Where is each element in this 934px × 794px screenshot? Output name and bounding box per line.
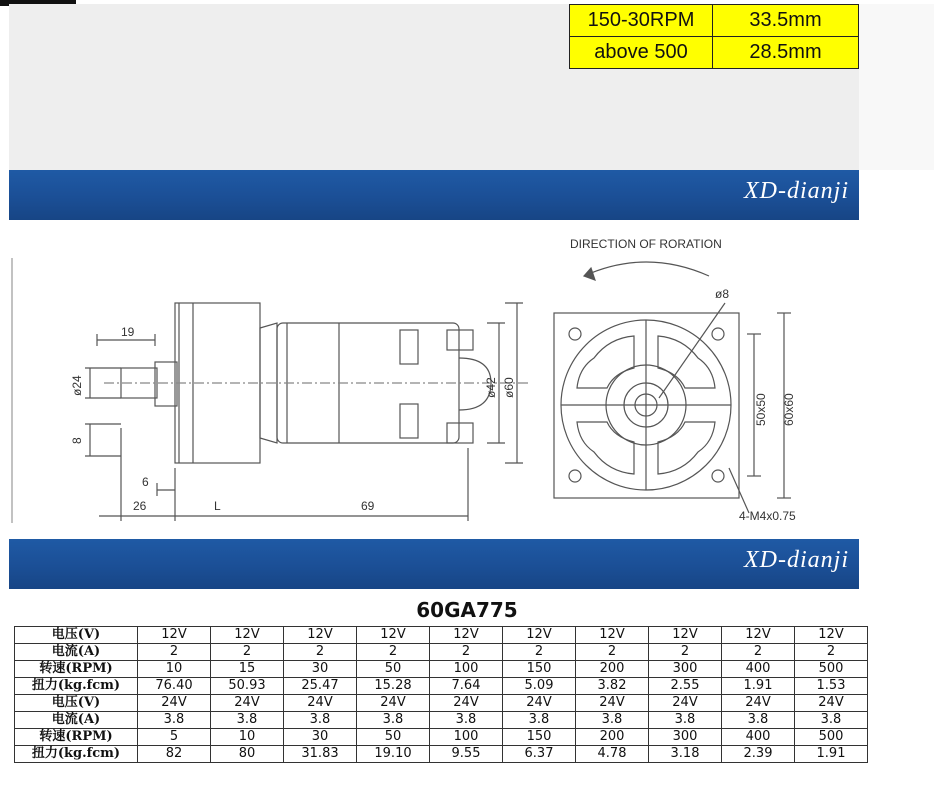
table-cell: 12V [284,627,357,644]
table-cell: 3.8 [138,712,211,729]
table-cell: 24V [649,695,722,712]
row-label: 转速(RPM) [15,661,138,678]
table-cell: 19.10 [357,746,430,763]
table-cell: 50.93 [211,678,284,695]
mount-hole [569,328,581,340]
table-cell: 12V [357,627,430,644]
table-cell: 2 [284,644,357,661]
dim-69: 69 [361,499,375,513]
dim-d8: ø8 [715,287,730,301]
table-cell: 500 [795,661,868,678]
length-cell: 33.5mm [713,5,859,37]
table-cell: 200 [576,729,649,746]
table-cell: 31.83 [284,746,357,763]
table-cell: 76.40 [138,678,211,695]
table-cell: 400 [722,729,795,746]
table-cell: 100 [430,661,503,678]
table-row [15,729,868,746]
table-cell: 3.8 [503,712,576,729]
table-cell: 3.82 [576,678,649,695]
table-cell: 15 [211,661,284,678]
shaft-collar [155,362,177,406]
table-cell: 3.8 [576,712,649,729]
dim-d60: ø60 [502,377,516,398]
table-cell: 6.37 [503,746,576,763]
table-cell: 24V [138,695,211,712]
dim-19: 19 [121,325,135,339]
dim-60x60: 60x60 [782,393,796,426]
table-cell: 15.28 [357,678,430,695]
dim-6: 6 [142,475,149,489]
speed-cell: 150-30RPM [570,5,713,37]
table-cell: 24V [211,695,284,712]
table-cell: 150 [503,729,576,746]
table-cell: 2 [211,644,284,661]
table-cell: 2 [649,644,722,661]
table-cell: 2 [795,644,868,661]
table-cell: 5 [138,729,211,746]
table-cell: 2 [357,644,430,661]
table-cell: 7.64 [430,678,503,695]
motor-dimension-drawing [9,228,859,528]
table-cell: 3.8 [649,712,722,729]
table-title: 60GA775 [416,598,518,622]
table-cell: 2.39 [722,746,795,763]
table-row [15,678,868,695]
table-cell: 3.18 [649,746,722,763]
table-cell: 12V [576,627,649,644]
table-cell: 24V [357,695,430,712]
table-row [570,37,859,69]
table-cell: 24V [284,695,357,712]
brand-banner [9,539,859,589]
table-cell: 30 [284,729,357,746]
row-label: 转速(RPM) [15,729,138,746]
table-cell: 5.09 [503,678,576,695]
speed-cell: above 500 [570,37,713,69]
table-cell: 3.8 [211,712,284,729]
table-row [15,746,868,763]
table-row [15,695,868,712]
dim-L: L [214,499,221,513]
table-cell: 12V [649,627,722,644]
table-cell: 300 [649,661,722,678]
table-cell: 100 [430,729,503,746]
table-cell: 1.53 [795,678,868,695]
motor-spec-table [14,626,868,763]
dim-d24: ø24 [70,375,84,396]
row-label: 电流(A) [15,712,138,729]
table-cell: 9.55 [430,746,503,763]
table-cell: 10 [138,661,211,678]
row-label: 电流(A) [15,644,138,661]
table-cell: 3.8 [430,712,503,729]
table-cell: 3.8 [795,712,868,729]
table-cell: 400 [722,661,795,678]
terminal-top [447,330,473,350]
row-label: 扭力(kg.fcm) [15,746,138,763]
table-cell: 12V [795,627,868,644]
dim-8: 8 [70,437,84,444]
table-cell: 30 [284,661,357,678]
rotation-arrow [584,262,709,276]
table-cell: 10 [211,729,284,746]
table-cell: 2 [430,644,503,661]
table-cell: 3.8 [284,712,357,729]
brand-text: XD-dianji [744,547,849,573]
table-cell: 50 [357,661,430,678]
table-cell: 12V [722,627,795,644]
table-cell: 1.91 [795,746,868,763]
table-cell: 300 [649,729,722,746]
table-row [15,644,868,661]
table-row [15,627,868,644]
terminal-bottom [447,423,473,443]
table-cell: 3.8 [722,712,795,729]
table-cell: 24V [722,695,795,712]
table-cell: 500 [795,729,868,746]
length-cell: 28.5mm [713,37,859,69]
row-label: 扭力(kg.fcm) [15,678,138,695]
row-label: 电压(V) [15,695,138,712]
table-cell: 24V [576,695,649,712]
table-cell: 3.8 [357,712,430,729]
mount-hole [712,328,724,340]
direction-label: DIRECTION OF RORATION [570,237,722,251]
table-cell: 24V [795,695,868,712]
table-cell: 12V [138,627,211,644]
table-cell: 50 [357,729,430,746]
dim-d42: ø42 [484,377,498,398]
table-cell: 2 [722,644,795,661]
table-cell: 2 [576,644,649,661]
table-cell: 2 [138,644,211,661]
dim-m4: 4-M4x0.75 [739,509,796,523]
mount-hole [712,470,724,482]
table-cell: 80 [211,746,284,763]
table-cell: 12V [211,627,284,644]
table-cell: 12V [503,627,576,644]
table-cell: 24V [430,695,503,712]
dim-50x50: 50x50 [754,393,768,426]
table-row [15,712,868,729]
table-cell: 150 [503,661,576,678]
mount-hole [569,470,581,482]
dim-26: 26 [133,499,147,513]
brand-banner [9,170,859,220]
speed-length-table [569,4,859,69]
table-cell: 4.78 [576,746,649,763]
table-cell: 1.91 [722,678,795,695]
table-row [15,661,868,678]
row-label: 电压(V) [15,627,138,644]
table-row [570,5,859,37]
table-cell: 12V [430,627,503,644]
right-strip [859,4,934,170]
table-cell: 2 [503,644,576,661]
table-cell: 24V [503,695,576,712]
table-cell: 25.47 [284,678,357,695]
table-cell: 2.55 [649,678,722,695]
brand-text: XD-dianji [744,178,849,204]
table-cell: 82 [138,746,211,763]
table-cell: 200 [576,661,649,678]
